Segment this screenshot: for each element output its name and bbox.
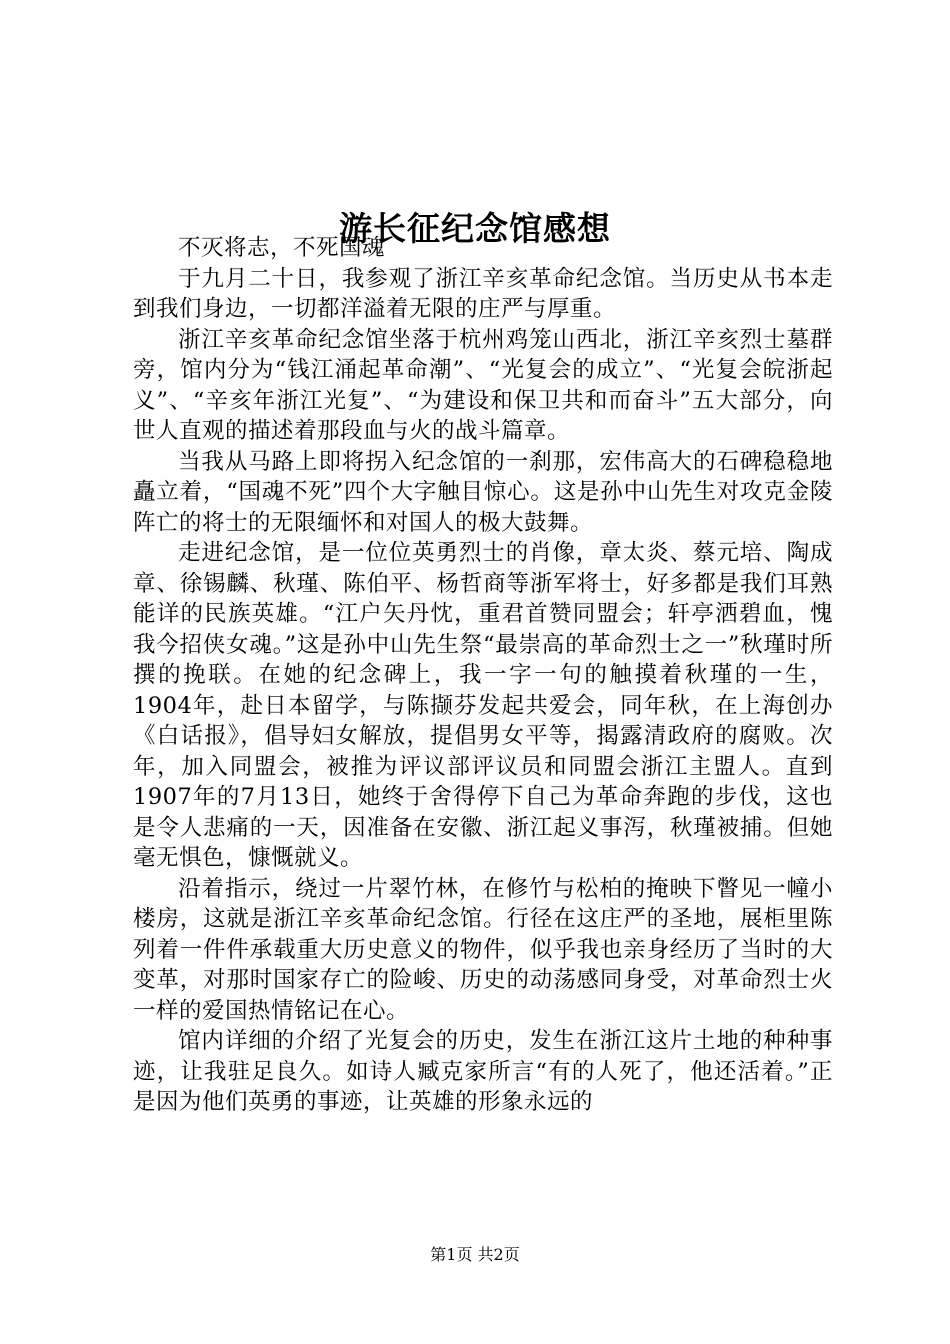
body-paragraph: 沿着指示，绕过一片翠竹林，在修竹与松柏的掩映下瞥见一幢小楼房，这就是浙江辛亥革命纪念馆。行径在这庄严的圣地，展柜里陈列着一件件承载重大历史意义的物件，似乎我也亲身经历了当时的大变革，对那时国家存亡的险峻、历史的动荡感同身受，对革命烈士火一样的爱国热情铭记在心。: [133, 875, 833, 1024]
body-paragraph: 不灭将志，不死国魂: [178, 235, 386, 261]
body-paragraph: 当我从马路上即将拐入纪念馆的一刹那，宏伟高大的石碑稳稳地矗立着，“国魂不死”四个大字触目惊心。这是孙中山先生对攻克金陵阵亡的将士的无限缅怀和对国人的极大鼓舞。: [133, 448, 833, 536]
body-paragraph: 馆内详细的介绍了光复会的历史，发生在浙江这片土地的种种事迹，让我驻足良久。如诗人臧克家所言“有的人死了，他还活着。”正是因为他们英勇的事迹，让英雄的形象永远的: [133, 1028, 833, 1115]
document-body: [133, 233, 833, 1118]
body-paragraph: 走进纪念馆，是一位位英勇烈士的肖像，章太炎、蔡元培、陶成章、徐锡麟、秋瑾、陈伯平、杨哲商等浙军将士，好多都是我们耳熟能详的民族英雄。“江户矢丹忱，重君首赞同盟会；轩亭洒碧血，愧我今招侠女魂。”这是孙中山先生祭“最崇高的革命烈士之一”秋瑾时所撰的挽联。在她的纪念碑上，我一字一句的触摸着秋瑾的一生，1904年，赴日本留学，与陈撷芬发起共爱会，同年秋，在上海创办《白话报》，倡导妇女解放，提倡男女平等，揭露清政府的腐败。次年，加入同盟会，被推为评议部评议员和同盟会浙江主盟人。直到1907年的7月13日，她终于舍得停下自己为革命奔跑的步伐，这也是令人悲痛的一天，因准备在安徽、浙江起义事泻，秋瑾被捕。但她毫无惧色，慷慨就义。: [133, 540, 833, 871]
body-paragraph: 浙江辛亥革命纪念馆坐落于杭州鸡笼山西北，浙江辛亥烈士墓群旁，馆内分为“钱江涌起革命潮”、“光复会的成立”、“光复会皖浙起义”、“辛亥年浙江光复”、“为建设和保卫共和而奋斗”五大部分，向世人直观的描述着那段血与火的战斗篇章。: [133, 326, 833, 444]
body-paragraph: 于九月二十日，我参观了浙江辛亥革命纪念馆。当历史从书本走到我们身边，一切都洋溢着无限的庄严与厚重。: [133, 265, 833, 322]
page-footer: 第1页 共2页: [430, 1245, 520, 1264]
document-title: 游长征纪念馆感想: [339, 209, 611, 249]
